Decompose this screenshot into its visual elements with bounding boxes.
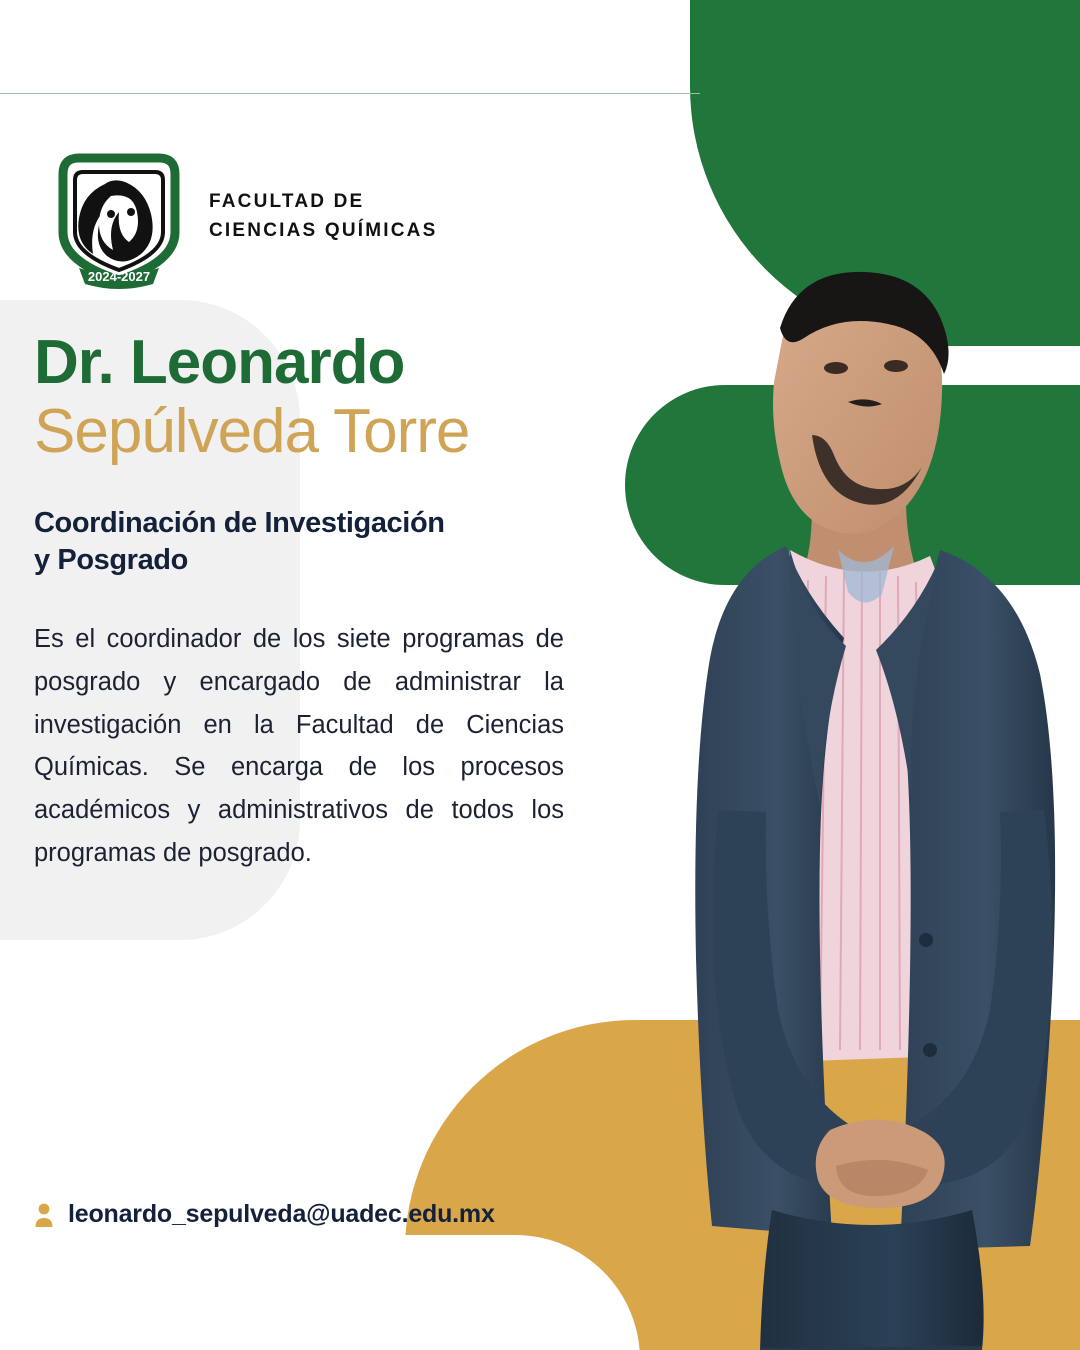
header-divider-line [0,93,700,94]
contact-email[interactable]: leonardo_sepulveda@uadec.edu.mx [68,1200,495,1228]
contact-row [34,1200,495,1229]
skunk-emblem-icon [45,140,193,292]
name-block [34,330,654,466]
person-role-line-1: Coordinación de Investigación [34,507,445,539]
person-role [34,505,594,579]
logo-years-text: 2024-2027 [87,269,151,284]
person-role-line-2: y Posgrado [34,544,188,577]
person-icon [34,1202,54,1228]
person-description: Es el coordinador de los siete programas de posgrado y encargado de administrar la investigación en la Facultad de Ciencias Químicas. Se encarga de los procesos académicos y administrativos de todos los programas de posgrado. [34,625,564,868]
person-first-name: Dr. Leonardo [34,328,405,397]
logo-line-1: FACULTAD DE [209,190,365,212]
portrait-photo [640,250,1080,1350]
logo-line-2: CIENCIAS QUÍMICAS [209,220,438,241]
faculty-logo [45,140,437,292]
logo-wordmark [209,187,437,246]
person-last-name: Sepúlveda Torre [34,396,470,466]
